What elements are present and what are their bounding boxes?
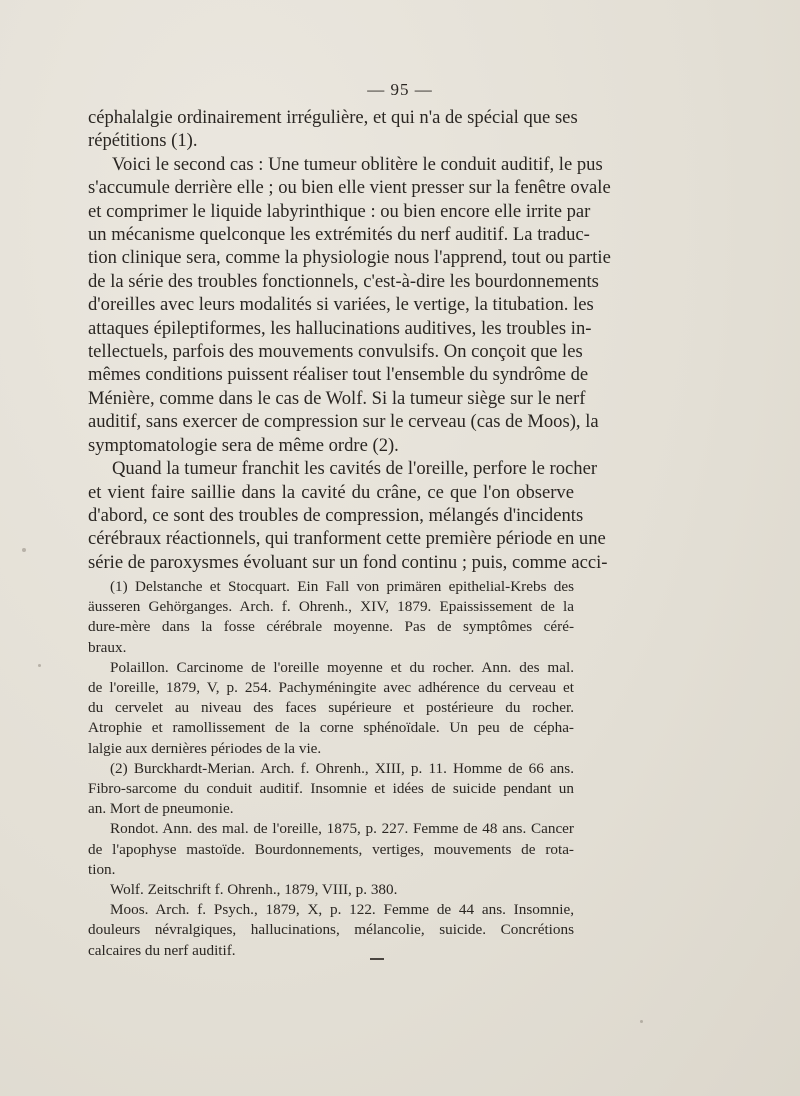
footnote-line: de l'oreille, 1879, V, p. 254. Pachyméningite avec adhérence du cerveau et — [88, 679, 574, 697]
paper-speck — [38, 664, 41, 667]
footnote-line: tion. — [88, 860, 116, 878]
footnote-line: (2) Burckhardt-Merian. Arch. f. Ohrenh., XIII, p. 11. Homme de 66 ans. — [110, 759, 574, 777]
footnote-line: calcaires du nerf auditif. — [88, 941, 236, 959]
text-line: symptomatologie sera de même ordre (2). — [88, 434, 399, 456]
paper-speck — [640, 1020, 643, 1023]
footnote-line: Wolf. Zeitschrift f. Ohrenh., 1879, VIII, p. 380. — [110, 881, 398, 899]
text-line: répétitions (1). — [88, 130, 198, 152]
footnotes — [88, 577, 574, 961]
text-line: série de paroxysmes évoluant sur un fond continu ; puis, comme acci- — [88, 551, 608, 573]
text-line: et comprimer le liquide labyrinthique : ou bien encore elle irrite par — [88, 200, 591, 222]
end-dash — [370, 958, 384, 960]
footnote-line: dure-mère dans la fosse cérébrale moyenne. Pas de symptômes céré- — [88, 618, 574, 636]
text-line: de la série des troubles fonctionnels, c'est-à-dire les bourdonnements — [88, 270, 599, 292]
text-line: s'accumule derrière elle ; ou bien elle vient presser sur la fenêtre ovale — [88, 177, 611, 199]
page-number: — 95 — — [367, 80, 433, 99]
footnote-line: Rondot. Ann. des mal. de l'oreille, 1875, p. 227. Femme de 48 ans. Cancer — [110, 820, 574, 838]
text-line: Ménière, comme dans le cas de Wolf. Si la tumeur siège sur le nerf — [88, 387, 586, 409]
text-line: auditif, sans exercer de compression sur le cerveau (cas de Moos), la — [88, 411, 599, 433]
text-line: d'oreilles avec leurs modalités si variées, le vertige, la titubation. les — [88, 294, 594, 316]
footnote-line: Fibro-sarcome du conduit auditif. Insomnie et idées de suicide pendant un — [88, 780, 574, 798]
body-text — [88, 106, 611, 574]
paper-speck — [22, 548, 26, 552]
text-line: un mécanisme quelconque les extrémités du nerf auditif. La traduc- — [88, 224, 590, 246]
text-line: céphalalgie ordinairement irrégulière, et qui n'a de spécial que ses — [88, 107, 578, 128]
footnote-line: an. Mort de pneumonie. — [88, 800, 234, 818]
text-line: mêmes conditions puissent réaliser tout l'ensemble du syndrôme de — [88, 364, 589, 386]
footnote-line: de l'apophyse mastoïde. Bourdonnements, vertiges, mouvements de rota- — [88, 840, 574, 858]
text-line: attaques épileptiformes, les hallucinations auditives, les troubles in- — [88, 317, 592, 339]
footnote-line: du cervelet au niveau des faces supérieure et postérieure du rocher. — [88, 699, 574, 717]
footnote-line: braux. — [88, 638, 127, 656]
text-line: tellectuels, parfois des mouvements convulsifs. On conçoit que les — [88, 341, 583, 363]
footnote-line: lalgie aux dernières périodes de la vie. — [88, 739, 322, 757]
text-line: Quand la tumeur franchit les cavités de l'oreille, perfore le rocher — [112, 458, 598, 480]
footnote-line: Polaillon. Carcinome de l'oreille moyenne et du rocher. Ann. des mal. — [110, 658, 574, 676]
text-line: et vient faire saillie dans la cavité du crâne, ce que l'on observe — [88, 481, 574, 503]
footnote-line: (1) Delstanche et Stocquart. Ein Fall von primären epithelial-Krebs des — [110, 578, 574, 595]
text-line: Voici le second cas : Une tumeur oblitère le conduit auditif, le pus — [112, 153, 603, 175]
text-line: cérébraux réactionnels, qui tranforment cette première période en une — [88, 528, 606, 550]
text-line: d'abord, ce sont des troubles de compression, mélangés d'incidents — [88, 504, 584, 526]
footnote-line: Atrophie et ramollissement de la corne sphénoïdale. Un peu de cépha- — [88, 719, 574, 737]
footnote-line: douleurs névralgiques, hallucinations, mélancolie, suicide. Concrétions — [88, 921, 574, 939]
footnote-line: äusseren Gehörganges. Arch. f. Ohrenh., XIV, 1879. Epaississement de la — [88, 598, 574, 616]
footnote-line: Moos. Arch. f. Psych., 1879, X, p. 122. Femme de 44 ans. Insomnie, — [110, 901, 574, 919]
text-line: tion clinique sera, comme la physiologie nous l'apprend, tout ou partie — [88, 247, 611, 269]
